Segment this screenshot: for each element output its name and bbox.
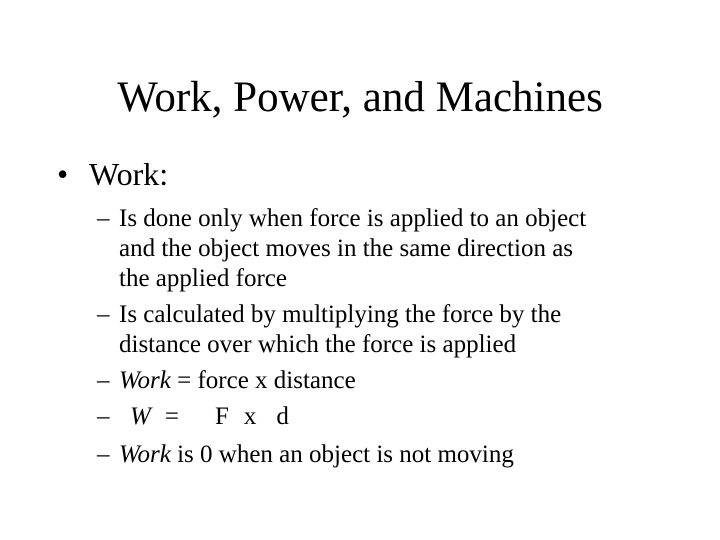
formula-x: x xyxy=(243,403,257,430)
dash-marker: – xyxy=(97,367,110,394)
dash-marker: – xyxy=(97,205,110,232)
bullet-work xyxy=(57,154,168,194)
dash-marker: – xyxy=(97,441,110,468)
italic-work: Work xyxy=(119,367,171,394)
subpoint-work-zero xyxy=(97,440,697,470)
bullet-label: Work: xyxy=(89,156,169,192)
subpoint-line: distance over which the force is applied xyxy=(119,331,517,358)
dash-marker: – xyxy=(97,403,110,430)
formula-line xyxy=(97,402,697,432)
subpoint-work-equation xyxy=(97,366,697,396)
formula-w: W xyxy=(130,403,151,430)
subpoint-line xyxy=(97,366,697,396)
formula-equals: = xyxy=(164,403,179,430)
subpoint-work-definition xyxy=(97,204,697,294)
subpoint-work-calculation xyxy=(97,300,697,360)
subpoint-formula xyxy=(97,402,697,432)
bullet-marker: • xyxy=(57,156,69,192)
italic-work: Work xyxy=(119,441,171,468)
equation-text: = force x distance xyxy=(170,367,356,394)
formula-f: F xyxy=(214,403,229,430)
subpoint-line: Is done only when force is applied to an object xyxy=(119,205,587,232)
dash-marker: – xyxy=(97,301,110,328)
subpoint-line xyxy=(97,440,697,470)
formula-d: d xyxy=(276,403,289,430)
subpoint-line: Is calculated by multiplying the force by the xyxy=(119,301,562,328)
subpoint-line: the applied force xyxy=(119,265,287,292)
slide-title: Work, Power, and Machines xyxy=(117,74,603,121)
subpoint-text: is 0 when an object is not moving xyxy=(170,441,514,468)
subpoint-line: and the object moves in the same direction as xyxy=(119,235,574,262)
